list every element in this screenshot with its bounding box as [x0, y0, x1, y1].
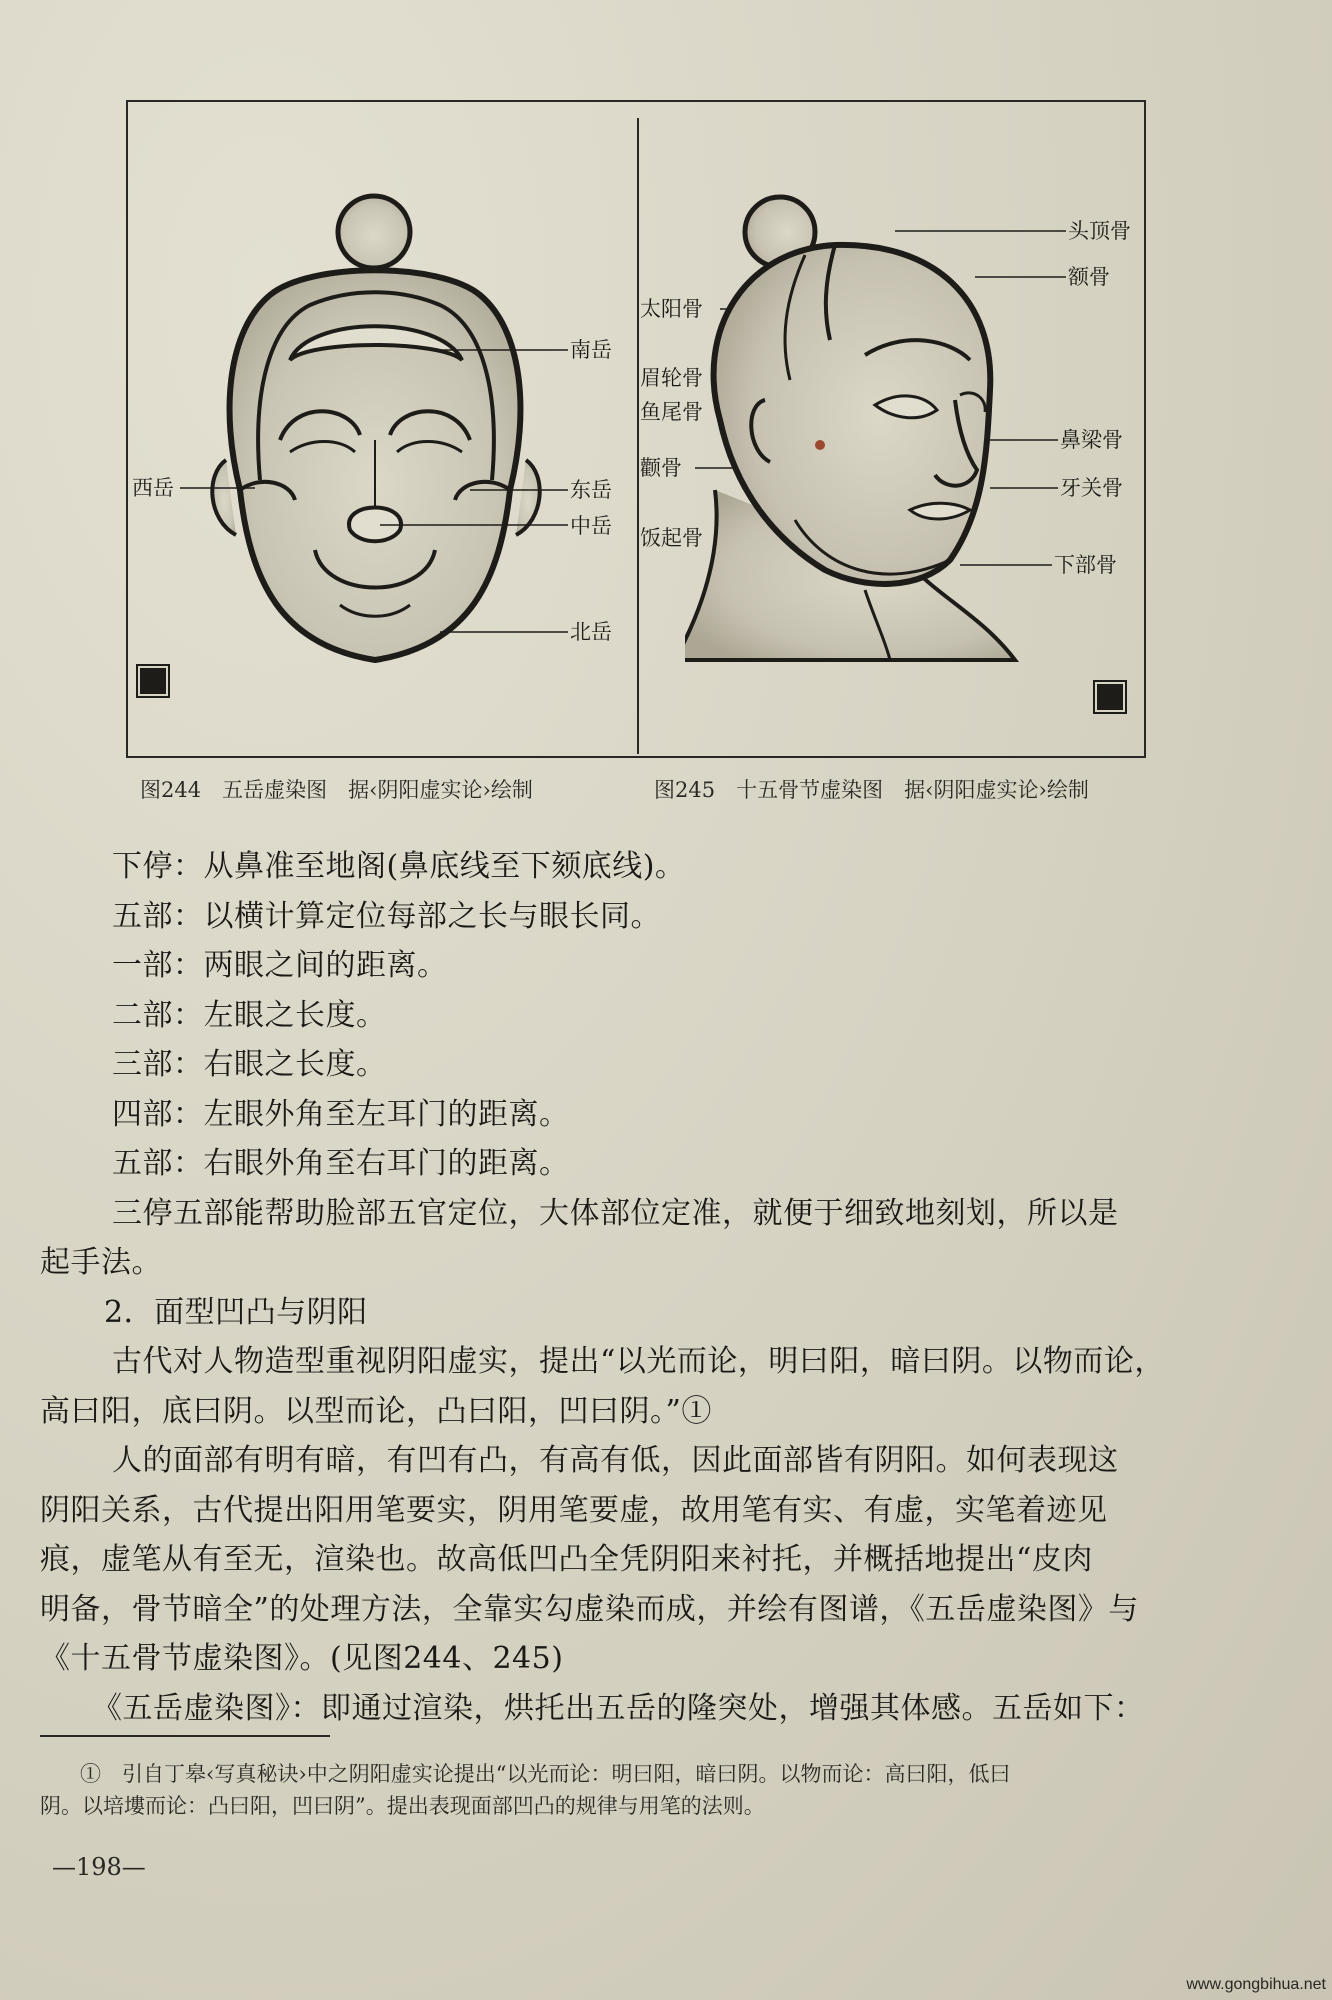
text-line: 古代对人物造型重视阴阳虚实，提出“以光而论，明曰阳，暗曰阴。以物而论， — [112, 1344, 1165, 1379]
watermark: www.gongbihua.net — [1186, 1976, 1326, 1993]
text-line: 《十五骨节虚染图》。(见图244、245) — [40, 1641, 564, 1676]
seal-stamp-left — [138, 666, 168, 696]
text-line: 五部：以横计算定位每部之长与眼长同。 — [112, 898, 661, 934]
label-center-peak: 中岳 — [570, 514, 612, 538]
footnote-line: ① 引自丁皋‹写真秘诀›中之阴阳虚实论提出“以光而论：明曰阳，暗曰阴。以物而论：高曰阳，低曰 — [80, 1762, 1011, 1786]
label-east-peak: 东岳 — [570, 478, 612, 502]
body-text — [40, 842, 1250, 1733]
footnote-rule — [40, 1735, 330, 1737]
label-west-peak: 西岳 — [132, 476, 174, 500]
text-line: 五部：右眼外角至右耳门的距离。 — [112, 1146, 570, 1181]
label-brow-bone: 眉轮骨 — [640, 366, 703, 390]
text-line: 人的面部有明有暗，有凹有凸，有高有低，因此面部皆有阴阳。如何表现这 — [112, 1443, 1119, 1478]
text-line: 三停五部能帮助脸部五官定位，大体部位定准，就便于细致地刻划，所以是 — [112, 1195, 1119, 1231]
text-line: 明备，骨节暗全”的处理方法，全靠实勾虚染而成，并绘有图谱，《五岳虚染图》与 — [40, 1591, 1139, 1627]
label-north-peak: 北岳 — [570, 620, 612, 644]
text-line: 三部：右眼之长度。 — [112, 1047, 387, 1082]
footnote-line: 阴。以培塿而论：凸曰阳，凹曰阴”。提出表现面部凹凸的规律与用笔的法则。 — [40, 1794, 765, 1818]
text-line: 起手法。 — [40, 1245, 162, 1280]
text-line: 痕，虚笔从有至无，渲染也。故高低凹凸全凭阴阳来衬托，并概括地提出“皮肉 — [40, 1542, 1093, 1577]
label-cheek-bone: 颧骨 — [640, 456, 682, 480]
section-heading: 2．面型凹凸与阴阳 — [104, 1294, 368, 1330]
page-number: —198— — [52, 1853, 146, 1881]
text-line: 阴阳关系，古代提出阳用笔要实，阴用笔要虚，故用笔有实、有虚，实笔着迹见 — [40, 1492, 1108, 1528]
text-line: 一部：两眼之间的距离。 — [112, 948, 448, 983]
text-line: 四部：左眼外角至左耳门的距离。 — [112, 1096, 570, 1132]
label-rising-bone: 饭起骨 — [640, 526, 703, 550]
label-fishtail-bone: 鱼尾骨 — [640, 400, 703, 424]
text-line: 《五岳虚染图》：即通过渲染，烘托出五岳的隆突处，增强其体感。五岳如下： — [92, 1690, 1145, 1726]
figure-244-caption: 图244 五岳虚染图 据‹阴阳虚实论›绘制 — [140, 778, 533, 802]
label-south-peak: 南岳 — [570, 338, 612, 362]
text-line: 高曰阳，底曰阴。以型而论，凸曰阳，凹曰阴。”① — [40, 1393, 712, 1429]
text-line: 下停：从鼻准至地阁(鼻底线至下颏底线)。 — [112, 849, 686, 884]
fifteen-bones-face-illustration — [685, 190, 1045, 680]
text-line: 二部：左眼之长度。 — [112, 997, 387, 1033]
label-crown-bone: 头顶骨 — [1068, 219, 1131, 243]
label-nose-bone: 鼻梁骨 — [1060, 428, 1123, 452]
label-lower-bone: 下部骨 — [1054, 553, 1117, 577]
footnote — [40, 1758, 1260, 1822]
label-temple-bone: 太阳骨 — [640, 297, 703, 321]
label-jaw-bone: 牙关骨 — [1060, 476, 1123, 500]
label-forehead-bone: 额骨 — [1068, 265, 1110, 289]
figure-245-caption: 图245 十五骨节虚染图 据‹阴阳虚实论›绘制 — [654, 778, 1089, 802]
seal-stamp-right — [1095, 682, 1125, 712]
